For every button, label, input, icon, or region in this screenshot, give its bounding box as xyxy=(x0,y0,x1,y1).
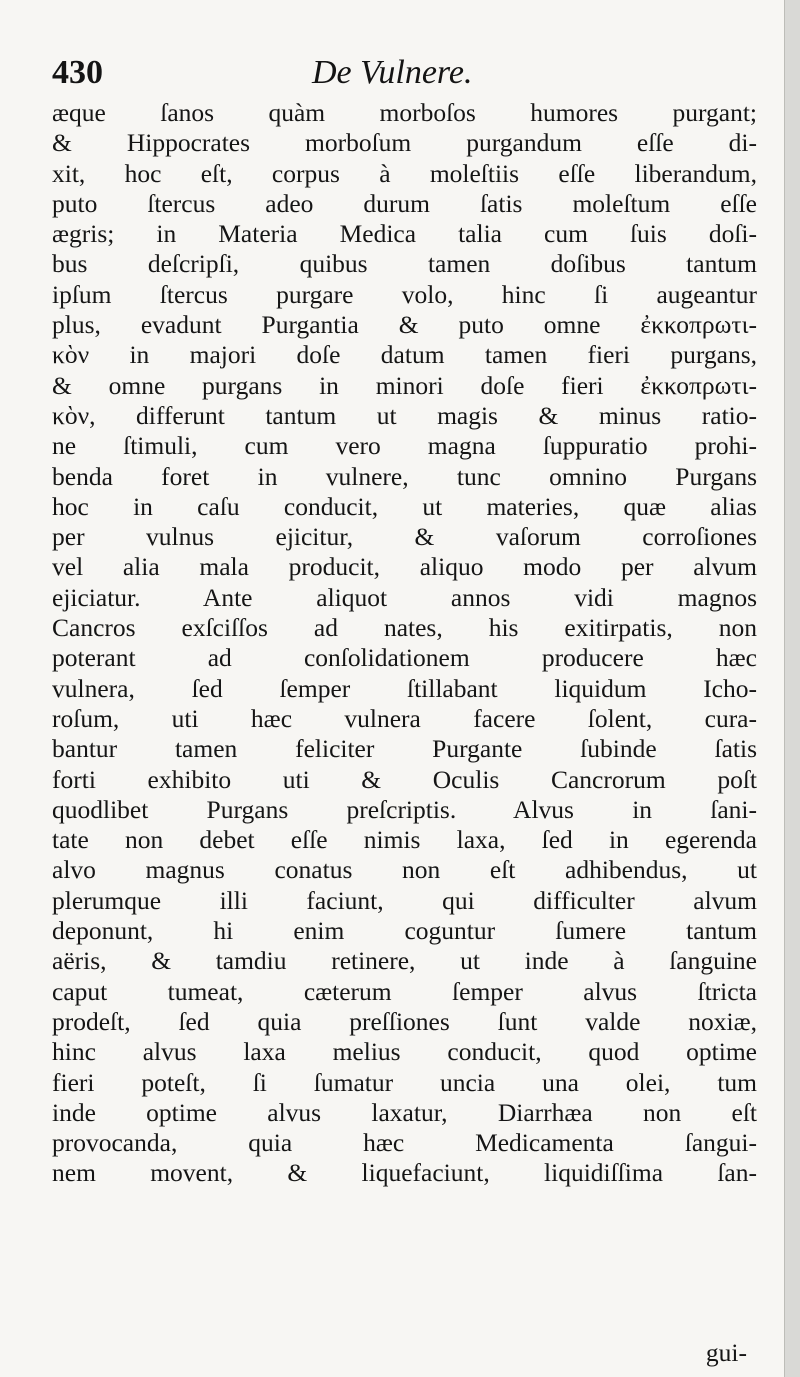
text-line: ipſum ſtercus purgare volo, hinc ſi augeantur xyxy=(52,279,757,309)
text-line: Cancros exſciſſos ad nates, his exitirpatis, non xyxy=(52,613,757,643)
text-line: inde optime alvus laxatur, Diarrhæa non eſt xyxy=(52,1097,757,1127)
text-line: hoc in caſu conducit, ut materies, quæ alias xyxy=(52,491,757,521)
text-line: ægris; in Materia Medica talia cum ſuis doſi- xyxy=(52,219,757,249)
text-line: æque ſanos quàm morboſos humores purgant; xyxy=(52,98,757,127)
text-line: fieri poteſt, ſi ſumatur uncia una olei, tum xyxy=(52,1067,757,1097)
text-line: plus, evadunt Purgantia & puto omne ἐκκοπρωτι- xyxy=(52,310,757,340)
body-text xyxy=(52,98,757,1189)
text-line: xit, hoc eſt, corpus à moleſtiis eſſe liberandum, xyxy=(52,158,757,188)
catchword: gui- xyxy=(705,1338,747,1367)
text-line: alvo magnus conatus non eſt adhibendus, ut xyxy=(52,855,757,885)
page-header xyxy=(52,48,752,98)
text-line: deponunt, hi enim coguntur ſumere tantum xyxy=(52,916,757,946)
text-line: puto ſtercus adeo durum ſatis moleſtum eſſe xyxy=(52,188,757,218)
text-line: & Hippocrates morboſum purgandum eſſe di- xyxy=(52,128,757,158)
text-line: caput tumeat, cæterum ſemper alvus ſtricta xyxy=(52,976,757,1006)
text-line: κὸν in majori doſe datum tamen fieri purgans, xyxy=(52,340,757,370)
text-line: roſum, uti hæc vulnera facere ſolent, cura- xyxy=(52,703,757,733)
text-line: ejiciatur. Ante aliquot annos vidi magnos xyxy=(52,582,757,612)
text-line: hinc alvus laxa melius conducit, quod optime xyxy=(52,1037,757,1067)
text-line: prodeſt, ſed quia preſſiones ſunt valde noxiæ, xyxy=(52,1006,757,1036)
text-line: nem movent, & liquefaciunt, liquidiſſima ſan- xyxy=(52,1158,757,1188)
text-line: poterant ad conſolidationem producere hæc xyxy=(52,643,757,673)
text-line: provocanda, quia hæc Medicamenta ſangui- xyxy=(52,1128,757,1158)
text-line: vulnera, ſed ſemper ſtillabant liquidum Icho- xyxy=(52,673,757,703)
text-line: quodlibet Purgans preſcriptis. Alvus in ſani- xyxy=(52,794,757,824)
page-edge xyxy=(784,0,800,1377)
text-line: aëris, & tamdiu retinere, ut inde à ſanguine xyxy=(52,946,757,976)
text-line: plerumque illi faciunt, qui difficulter alvum xyxy=(52,885,757,915)
text-line: per vulnus ejicitur, & vaſorum corroſiones xyxy=(52,522,757,552)
text-line: κὸν, differunt tantum ut magis & minus ratio- xyxy=(52,400,757,430)
page-number: 430 xyxy=(52,54,103,91)
text-line: benda foret in vulnere, tunc omnino Purgans xyxy=(52,461,757,491)
text-line: tate non debet eſſe nimis laxa, ſed in egerenda xyxy=(52,825,757,855)
text-line: bus deſcripſi, quibus tamen doſibus tantum xyxy=(52,249,757,279)
text-line: vel alia mala producit, aliquo modo per alvum xyxy=(52,552,757,582)
text-line: & omne purgans in minori doſe fieri ἐκκοπρωτι- xyxy=(52,370,757,400)
text-line: forti exhibito uti & Oculis Cancrorum poſt xyxy=(52,764,757,794)
running-title: De Vulnere. xyxy=(312,54,473,91)
text-line: ne ſtimuli, cum vero magna ſuppuratio prohi- xyxy=(52,431,757,461)
text-line: bantur tamen feliciter Purgante ſubinde ſatis xyxy=(52,734,757,764)
